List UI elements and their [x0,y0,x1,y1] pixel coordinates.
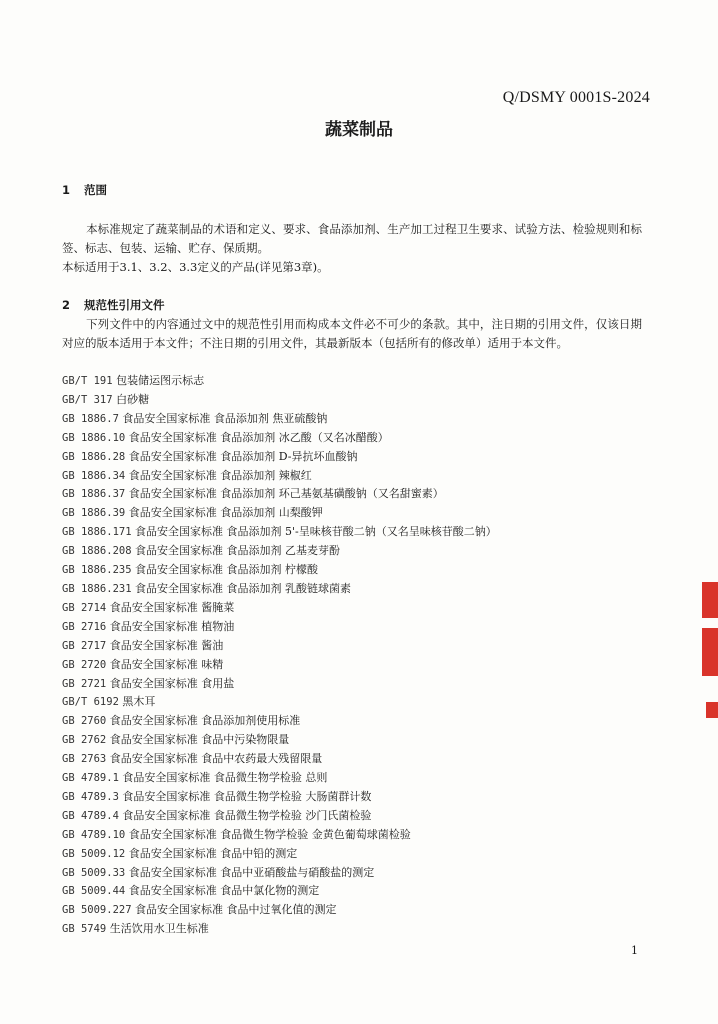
reference-item [62,485,642,504]
document-code: Q/DSMY 0001S-2024 [502,89,650,106]
section-2-heading [62,297,165,313]
reference-item [62,769,642,788]
reference-code: GB 5009.33 [62,866,126,879]
reference-title: 食品安全国家标准 食品添加剂 D-异抗坏血酸钠 [128,449,358,463]
reference-code: GB 2721 [62,677,107,690]
reference-item [62,504,642,523]
normative-intro-text: 下列文件中的内容通过文中的规范性引用而构成本文件必不可少的条款。其中，注日期的引用文件，仅该日期对应的版本适用于本文件；不注日期的引用文件，其最新版本（包括所有的修改单）适用于本文件。 [62,317,642,350]
reference-title: 食品安全国家标准 酱腌菜 [109,600,235,614]
reference-item [62,467,642,486]
reference-code: GB 2716 [62,620,107,633]
reference-item [62,599,642,618]
reference-item [62,618,642,637]
reference-item [62,750,642,769]
stamp-edge-bottom [706,702,718,718]
normative-intro-paragraph [62,315,642,353]
reference-code: GB 2763 [62,753,107,766]
reference-code: GB 5009.44 [62,885,126,898]
reference-item [62,826,642,845]
reference-title: 食品安全国家标准 食品添加剂 乙基麦芽酚 [135,544,341,558]
reference-item [62,580,642,599]
reference-title: 食品安全国家标准 食品添加剂 乳酸链球菌素 [135,581,352,595]
reference-title: 食品安全国家标准 食品中氯化物的测定 [128,884,320,898]
section-1-number: 1 [62,183,71,197]
reference-title: 白砂糖 [116,392,150,406]
reference-title: 食品安全国家标准 味精 [109,657,224,671]
reference-item [62,807,642,826]
reference-code: GB/T 6192 [62,696,119,709]
reference-code: GB 2760 [62,715,107,728]
reference-list [62,372,642,939]
reference-item [62,656,642,675]
reference-title: 食品安全国家标准 食品微生物学检验 沙门氏菌检验 [122,808,372,822]
reference-title: 黑木耳 [122,695,156,709]
reference-item [62,731,642,750]
reference-code: GB 1886.208 [62,545,132,558]
reference-item [62,561,642,580]
section-1-heading [62,182,107,198]
reference-title: 食品安全国家标准 食品添加剂 山梨酸钾 [128,506,323,520]
reference-item [62,920,642,939]
page-number: 1 [631,944,638,957]
reference-item [62,637,642,656]
stamp-edge-top [702,582,718,618]
reference-code: GB 2717 [62,639,107,652]
reference-title: 食品安全国家标准 植物油 [109,619,235,633]
reference-item [62,882,642,901]
reference-code: GB 2762 [62,734,107,747]
scope-paragraph [62,220,642,258]
reference-title: 食品安全国家标准 食品中铅的测定 [128,846,298,860]
reference-item [62,372,642,391]
reference-item [62,845,642,864]
reference-title: 食品安全国家标准 食品微生物学检验 金黄色葡萄球菌检验 [128,827,411,841]
reference-item [62,864,642,883]
reference-title: 食品安全国家标准 食品添加剂使用标准 [109,714,301,728]
reference-code: GB 5009.227 [62,904,132,917]
section-1-title: 范围 [84,183,107,197]
reference-item [62,429,642,448]
reference-title: 食品安全国家标准 食品添加剂 环己基氨基磺酸钠（又名甜蜜素） [128,487,444,501]
reference-code: GB 1886.34 [62,469,126,482]
reference-item [62,542,642,561]
reference-code: GB 1886.10 [62,431,126,444]
document-title: 蔬菜制品 [325,120,393,140]
reference-code: GB 1886.235 [62,564,132,577]
reference-item [62,712,642,731]
reference-title: 食品安全国家标准 食用盐 [109,676,235,690]
reference-code: GB 4789.4 [62,809,119,822]
reference-item [62,523,642,542]
reference-code: GB 2714 [62,601,107,614]
reference-title: 包装储运图示标志 [116,374,205,387]
reference-code: GB/T 317 [62,393,113,406]
reference-title: 食品安全国家标准 食品添加剂 冰乙酸（又名冰醋酸） [128,430,389,444]
reference-title: 食品安全国家标准 食品添加剂 焦亚硫酸钠 [122,411,328,425]
reference-code: GB 4789.10 [62,828,126,841]
reference-code: GB 4789.1 [62,772,119,785]
section-2-title: 规范性引用文件 [84,298,165,312]
reference-code: GB 1886.7 [62,412,119,425]
section-2-number: 2 [62,298,71,312]
reference-title: 食品安全国家标准 食品添加剂 柠檬酸 [135,563,319,577]
reference-code: GB 1886.231 [62,582,132,595]
reference-title: 食品安全国家标准 食品微生物学检验 大肠菌群计数 [122,789,372,803]
reference-item [62,675,642,694]
reference-code: GB/T 191 [62,375,113,387]
reference-title: 食品安全国家标准 食品中污染物限量 [109,733,290,747]
reference-code: GB 2720 [62,658,107,671]
reference-code: GB 5009.12 [62,847,126,860]
applicability-text: 本标适用于3.1、3.2、3.3定义的产品(详见第3章)。 [62,260,329,274]
reference-item [62,391,642,410]
reference-code: GB 1886.39 [62,507,126,520]
reference-code: GB 5749 [62,923,107,936]
reference-item [62,788,642,807]
stamp-edge-middle [702,628,718,676]
reference-item [62,693,642,712]
reference-item [62,901,642,920]
reference-title: 食品安全国家标准 食品中农药最大残留限量 [109,752,323,766]
applicability-paragraph [62,258,642,277]
reference-title: 食品安全国家标准 食品添加剂 5'-呈味核苷酸二钠（又名呈味核苷酸二钠） [135,525,497,539]
reference-title: 生活饮用水卫生标准 [109,922,209,936]
reference-title: 食品安全国家标准 食品微生物学检验 总则 [122,771,328,785]
reference-title: 食品安全国家标准 食品中过氧化值的测定 [135,903,337,917]
reference-item [62,448,642,467]
reference-code: GB 1886.171 [62,526,132,539]
reference-code: GB 4789.3 [62,790,119,803]
scope-text: 本标准规定了蔬菜制品的术语和定义、要求、食品添加剂、生产加工过程卫生要求、试验方法、检验规则和标签、标志、包装、运输、贮存、保质期。 [62,222,642,255]
reference-title: 食品安全国家标准 酱油 [109,638,224,652]
reference-item [62,410,642,429]
reference-title: 食品安全国家标准 食品添加剂 辣椒红 [128,468,312,482]
reference-code: GB 1886.37 [62,488,126,501]
reference-title: 食品安全国家标准 食品中亚硝酸盐与硝酸盐的测定 [128,865,375,879]
reference-code: GB 1886.28 [62,450,126,463]
